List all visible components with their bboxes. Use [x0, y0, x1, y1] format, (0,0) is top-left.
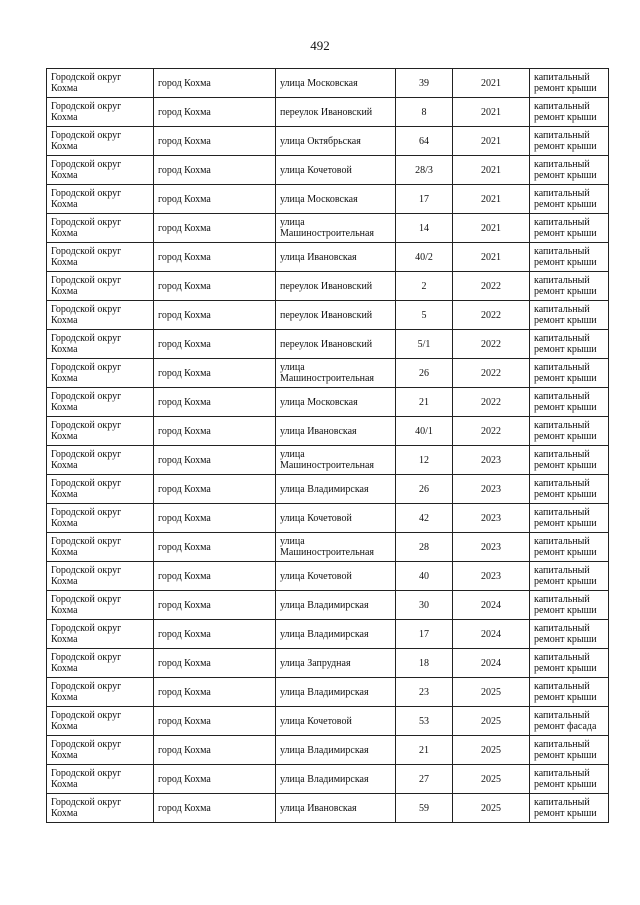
- work-type-cell: капитальный ремонт крыши: [530, 301, 609, 330]
- work-type-cell: капитальный ремонт крыши: [530, 533, 609, 562]
- work-type-cell: капитальный ремонт крыши: [530, 562, 609, 591]
- table-row: [47, 562, 609, 591]
- house-number-cell: 26: [396, 475, 453, 504]
- street-cell: улица Ивановская: [276, 794, 396, 823]
- page-number: 492: [310, 38, 330, 53]
- district-cell: Городской округ Кохма: [47, 388, 154, 417]
- year-cell: 2025: [453, 678, 530, 707]
- table-row: [47, 620, 609, 649]
- city-cell: город Кохма: [154, 185, 276, 214]
- district-cell: Городской округ Кохма: [47, 214, 154, 243]
- city-cell: город Кохма: [154, 562, 276, 591]
- street-cell: улица Владимирская: [276, 736, 396, 765]
- city-cell: город Кохма: [154, 736, 276, 765]
- table-row: [47, 533, 609, 562]
- table-row: [47, 127, 609, 156]
- district-cell: Городской округ Кохма: [47, 707, 154, 736]
- repair-schedule-table: [46, 68, 609, 823]
- table-row: [47, 359, 609, 388]
- district-cell: Городской округ Кохма: [47, 649, 154, 678]
- work-type-cell: капитальный ремонт крыши: [530, 649, 609, 678]
- street-cell: переулок Ивановский: [276, 272, 396, 301]
- work-type-cell: капитальный ремонт крыши: [530, 69, 609, 98]
- house-number-cell: 8: [396, 98, 453, 127]
- street-cell: улица Владимирская: [276, 765, 396, 794]
- work-type-cell: капитальный ремонт крыши: [530, 765, 609, 794]
- work-type-cell: капитальный ремонт крыши: [530, 98, 609, 127]
- street-cell: улица Владимирская: [276, 678, 396, 707]
- house-number-cell: 5: [396, 301, 453, 330]
- work-type-cell: капитальный ремонт крыши: [530, 388, 609, 417]
- work-type-cell: капитальный ремонт крыши: [530, 127, 609, 156]
- year-cell: 2022: [453, 417, 530, 446]
- year-cell: 2023: [453, 504, 530, 533]
- street-cell: улица Ивановская: [276, 417, 396, 446]
- year-cell: 2025: [453, 765, 530, 794]
- year-cell: 2022: [453, 388, 530, 417]
- city-cell: город Кохма: [154, 446, 276, 475]
- work-type-cell: капитальный ремонт крыши: [530, 620, 609, 649]
- work-type-cell: капитальный ремонт крыши: [530, 272, 609, 301]
- street-cell: улица Машиностроительная: [276, 446, 396, 475]
- work-type-cell: капитальный ремонт крыши: [530, 446, 609, 475]
- work-type-cell: капитальный ремонт фасада: [530, 707, 609, 736]
- district-cell: Городской округ Кохма: [47, 591, 154, 620]
- house-number-cell: 42: [396, 504, 453, 533]
- year-cell: 2024: [453, 620, 530, 649]
- district-cell: Городской округ Кохма: [47, 678, 154, 707]
- street-cell: улица Московская: [276, 69, 396, 98]
- year-cell: 2023: [453, 446, 530, 475]
- city-cell: город Кохма: [154, 214, 276, 243]
- year-cell: 2021: [453, 214, 530, 243]
- street-cell: улица Машиностроительная: [276, 533, 396, 562]
- work-type-cell: капитальный ремонт крыши: [530, 794, 609, 823]
- table-row: [47, 69, 609, 98]
- house-number-cell: 23: [396, 678, 453, 707]
- city-cell: город Кохма: [154, 388, 276, 417]
- house-number-cell: 30: [396, 591, 453, 620]
- city-cell: город Кохма: [154, 243, 276, 272]
- city-cell: город Кохма: [154, 475, 276, 504]
- district-cell: Городской округ Кохма: [47, 359, 154, 388]
- year-cell: 2022: [453, 272, 530, 301]
- house-number-cell: 64: [396, 127, 453, 156]
- work-type-cell: капитальный ремонт крыши: [530, 359, 609, 388]
- year-cell: 2024: [453, 591, 530, 620]
- street-cell: улица Кочетовой: [276, 707, 396, 736]
- year-cell: 2022: [453, 301, 530, 330]
- table-row: [47, 707, 609, 736]
- street-cell: улица Владимирская: [276, 620, 396, 649]
- city-cell: город Кохма: [154, 504, 276, 533]
- city-cell: город Кохма: [154, 69, 276, 98]
- street-cell: улица Машиностроительная: [276, 214, 396, 243]
- district-cell: Городской округ Кохма: [47, 562, 154, 591]
- table-row: [47, 504, 609, 533]
- district-cell: Городской округ Кохма: [47, 794, 154, 823]
- work-type-cell: капитальный ремонт крыши: [530, 678, 609, 707]
- city-cell: город Кохма: [154, 301, 276, 330]
- year-cell: 2021: [453, 185, 530, 214]
- house-number-cell: 17: [396, 185, 453, 214]
- city-cell: город Кохма: [154, 330, 276, 359]
- year-cell: 2021: [453, 127, 530, 156]
- district-cell: Городской округ Кохма: [47, 272, 154, 301]
- street-cell: улица Октябрьская: [276, 127, 396, 156]
- house-number-cell: 2: [396, 272, 453, 301]
- year-cell: 2021: [453, 98, 530, 127]
- city-cell: город Кохма: [154, 707, 276, 736]
- house-number-cell: 21: [396, 388, 453, 417]
- street-cell: улица Московская: [276, 185, 396, 214]
- work-type-cell: капитальный ремонт крыши: [530, 214, 609, 243]
- house-number-cell: 28/3: [396, 156, 453, 185]
- house-number-cell: 21: [396, 736, 453, 765]
- work-type-cell: капитальный ремонт крыши: [530, 736, 609, 765]
- district-cell: Городской округ Кохма: [47, 620, 154, 649]
- year-cell: 2022: [453, 330, 530, 359]
- table-row: [47, 591, 609, 620]
- district-cell: Городской округ Кохма: [47, 243, 154, 272]
- table-body: [47, 69, 609, 823]
- district-cell: Городской округ Кохма: [47, 330, 154, 359]
- table-row: [47, 446, 609, 475]
- table-row: [47, 794, 609, 823]
- table-row: [47, 243, 609, 272]
- year-cell: 2023: [453, 562, 530, 591]
- district-cell: Городской округ Кохма: [47, 185, 154, 214]
- street-cell: улица Кочетовой: [276, 504, 396, 533]
- city-cell: город Кохма: [154, 591, 276, 620]
- year-cell: 2023: [453, 475, 530, 504]
- city-cell: город Кохма: [154, 620, 276, 649]
- city-cell: город Кохма: [154, 156, 276, 185]
- city-cell: город Кохма: [154, 533, 276, 562]
- table-row: [47, 765, 609, 794]
- street-cell: улица Запрудная: [276, 649, 396, 678]
- street-cell: улица Ивановская: [276, 243, 396, 272]
- city-cell: город Кохма: [154, 98, 276, 127]
- district-cell: Городской округ Кохма: [47, 475, 154, 504]
- year-cell: 2025: [453, 794, 530, 823]
- year-cell: 2023: [453, 533, 530, 562]
- district-cell: Городской округ Кохма: [47, 533, 154, 562]
- street-cell: улица Владимирская: [276, 591, 396, 620]
- house-number-cell: 28: [396, 533, 453, 562]
- house-number-cell: 12: [396, 446, 453, 475]
- year-cell: 2021: [453, 69, 530, 98]
- city-cell: город Кохма: [154, 649, 276, 678]
- table-row: [47, 301, 609, 330]
- city-cell: город Кохма: [154, 417, 276, 446]
- city-cell: город Кохма: [154, 678, 276, 707]
- table-row: [47, 330, 609, 359]
- city-cell: город Кохма: [154, 127, 276, 156]
- district-cell: Городской округ Кохма: [47, 736, 154, 765]
- street-cell: улица Кочетовой: [276, 562, 396, 591]
- district-cell: Городской округ Кохма: [47, 417, 154, 446]
- house-number-cell: 53: [396, 707, 453, 736]
- table-row: [47, 388, 609, 417]
- table-row: [47, 475, 609, 504]
- district-cell: Городской округ Кохма: [47, 301, 154, 330]
- house-number-cell: 59: [396, 794, 453, 823]
- house-number-cell: 17: [396, 620, 453, 649]
- house-number-cell: 14: [396, 214, 453, 243]
- street-cell: улица Московская: [276, 388, 396, 417]
- work-type-cell: капитальный ремонт крыши: [530, 156, 609, 185]
- street-cell: переулок Ивановский: [276, 330, 396, 359]
- house-number-cell: 18: [396, 649, 453, 678]
- house-number-cell: 26: [396, 359, 453, 388]
- table-row: [47, 214, 609, 243]
- street-cell: улица Машиностроительная: [276, 359, 396, 388]
- city-cell: город Кохма: [154, 765, 276, 794]
- house-number-cell: 39: [396, 69, 453, 98]
- table-row: [47, 185, 609, 214]
- year-cell: 2025: [453, 707, 530, 736]
- table-row: [47, 272, 609, 301]
- year-cell: 2021: [453, 156, 530, 185]
- city-cell: город Кохма: [154, 359, 276, 388]
- district-cell: Городской округ Кохма: [47, 127, 154, 156]
- work-type-cell: капитальный ремонт крыши: [530, 591, 609, 620]
- work-type-cell: капитальный ремонт крыши: [530, 475, 609, 504]
- work-type-cell: капитальный ремонт крыши: [530, 417, 609, 446]
- table-row: [47, 417, 609, 446]
- street-cell: улица Кочетовой: [276, 156, 396, 185]
- year-cell: 2025: [453, 736, 530, 765]
- district-cell: Городской округ Кохма: [47, 98, 154, 127]
- work-type-cell: капитальный ремонт крыши: [530, 185, 609, 214]
- table-row: [47, 156, 609, 185]
- district-cell: Городской округ Кохма: [47, 504, 154, 533]
- table-row: [47, 98, 609, 127]
- year-cell: 2022: [453, 359, 530, 388]
- district-cell: Городской округ Кохма: [47, 446, 154, 475]
- table-row: [47, 736, 609, 765]
- table-row: [47, 649, 609, 678]
- city-cell: город Кохма: [154, 794, 276, 823]
- house-number-cell: 27: [396, 765, 453, 794]
- year-cell: 2024: [453, 649, 530, 678]
- house-number-cell: 40: [396, 562, 453, 591]
- house-number-cell: 40/2: [396, 243, 453, 272]
- district-cell: Городской округ Кохма: [47, 765, 154, 794]
- work-type-cell: капитальный ремонт крыши: [530, 330, 609, 359]
- work-type-cell: капитальный ремонт крыши: [530, 243, 609, 272]
- district-cell: Городской округ Кохма: [47, 69, 154, 98]
- table-row: [47, 678, 609, 707]
- district-cell: Городской округ Кохма: [47, 156, 154, 185]
- year-cell: 2021: [453, 243, 530, 272]
- house-number-cell: 40/1: [396, 417, 453, 446]
- house-number-cell: 5/1: [396, 330, 453, 359]
- city-cell: город Кохма: [154, 272, 276, 301]
- work-type-cell: капитальный ремонт крыши: [530, 504, 609, 533]
- street-cell: переулок Ивановский: [276, 301, 396, 330]
- street-cell: переулок Ивановский: [276, 98, 396, 127]
- street-cell: улица Владимирская: [276, 475, 396, 504]
